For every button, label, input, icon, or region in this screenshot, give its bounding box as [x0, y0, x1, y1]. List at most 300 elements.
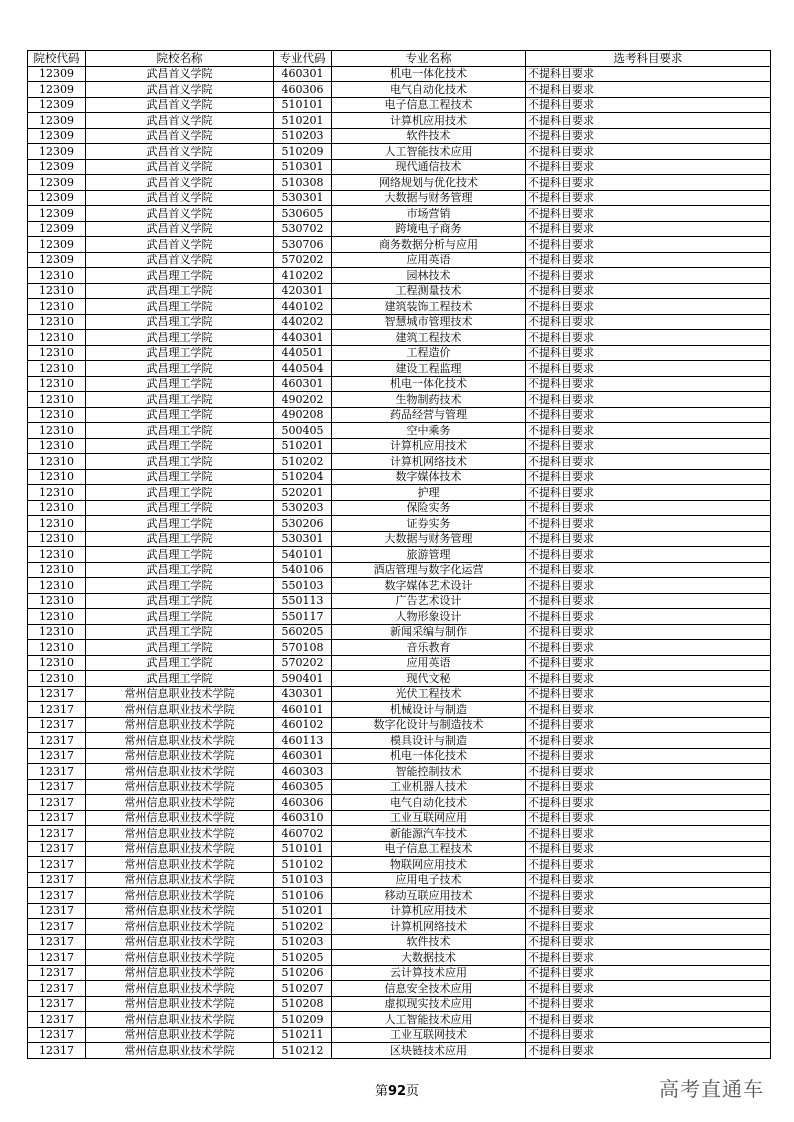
table-row	[28, 531, 771, 547]
cell-subject-requirement: 不提科目要求	[526, 516, 771, 532]
cell-major-code: 510308	[274, 175, 332, 191]
cell-subject-requirement: 不提科目要求	[526, 624, 771, 640]
cell-major-code: 530301	[274, 190, 332, 206]
cell-school-code: 12309	[28, 66, 86, 82]
cell-major-code: 460301	[274, 376, 332, 392]
cell-school-code: 12309	[28, 97, 86, 113]
table-row	[28, 221, 771, 237]
table-row	[28, 330, 771, 346]
cell-school-code: 12310	[28, 671, 86, 687]
cell-school-name: 常州信息职业技术学院	[86, 857, 274, 873]
cell-subject-requirement: 不提科目要求	[526, 872, 771, 888]
cell-school-name: 常州信息职业技术学院	[86, 1027, 274, 1043]
cell-major-code: 430301	[274, 686, 332, 702]
cell-major-code: 510212	[274, 1043, 332, 1059]
cell-school-name: 常州信息职业技术学院	[86, 981, 274, 997]
table-row	[28, 206, 771, 222]
cell-school-code: 12310	[28, 640, 86, 656]
table-row	[28, 903, 771, 919]
cell-school-code: 12317	[28, 934, 86, 950]
cell-school-name: 武昌理工学院	[86, 562, 274, 578]
cell-subject-requirement: 不提科目要求	[526, 593, 771, 609]
cell-school-code: 12317	[28, 826, 86, 842]
table-row	[28, 113, 771, 129]
cell-subject-requirement: 不提科目要求	[526, 175, 771, 191]
table-row	[28, 950, 771, 966]
cell-major-name: 大数据技术	[332, 950, 526, 966]
cell-major-code: 510301	[274, 159, 332, 175]
cell-major-code: 510202	[274, 454, 332, 470]
cell-major-name: 工业互联网应用	[332, 810, 526, 826]
cell-major-name: 数字媒体艺术设计	[332, 578, 526, 594]
cell-major-code: 570108	[274, 640, 332, 656]
cell-major-code: 500405	[274, 423, 332, 439]
cell-school-code: 12310	[28, 562, 86, 578]
cell-major-name: 大数据与财务管理	[332, 531, 526, 547]
cell-major-code: 460101	[274, 702, 332, 718]
cell-school-name: 武昌首义学院	[86, 237, 274, 253]
cell-school-code: 12310	[28, 593, 86, 609]
cell-school-code: 12317	[28, 919, 86, 935]
cell-subject-requirement: 不提科目要求	[526, 144, 771, 160]
cell-school-code: 12317	[28, 733, 86, 749]
cell-subject-requirement: 不提科目要求	[526, 299, 771, 315]
cell-major-code: 510205	[274, 950, 332, 966]
cell-school-code: 12309	[28, 221, 86, 237]
cell-major-code: 510101	[274, 841, 332, 857]
cell-subject-requirement: 不提科目要求	[526, 469, 771, 485]
cell-major-code: 440102	[274, 299, 332, 315]
table-row	[28, 345, 771, 361]
table-row	[28, 159, 771, 175]
cell-subject-requirement: 不提科目要求	[526, 190, 771, 206]
table-row	[28, 376, 771, 392]
cell-major-code: 510208	[274, 996, 332, 1012]
table-row	[28, 624, 771, 640]
cell-school-code: 12317	[28, 841, 86, 857]
cell-major-code: 570202	[274, 252, 332, 268]
cell-major-name: 新闻采编与制作	[332, 624, 526, 640]
cell-subject-requirement: 不提科目要求	[526, 903, 771, 919]
cell-major-code: 510101	[274, 97, 332, 113]
cell-school-name: 武昌理工学院	[86, 593, 274, 609]
cell-major-code: 550117	[274, 609, 332, 625]
cell-subject-requirement: 不提科目要求	[526, 686, 771, 702]
cell-major-code: 510207	[274, 981, 332, 997]
table-row	[28, 190, 771, 206]
cell-school-name: 常州信息职业技术学院	[86, 717, 274, 733]
cell-major-name: 电子信息工程技术	[332, 841, 526, 857]
cell-subject-requirement: 不提科目要求	[526, 562, 771, 578]
cell-school-code: 12309	[28, 252, 86, 268]
cell-major-name: 建筑工程技术	[332, 330, 526, 346]
cell-school-name: 武昌理工学院	[86, 283, 274, 299]
cell-school-code: 12310	[28, 345, 86, 361]
cell-major-code: 460306	[274, 82, 332, 98]
cell-subject-requirement: 不提科目要求	[526, 841, 771, 857]
table-row	[28, 810, 771, 826]
table-row	[28, 981, 771, 997]
cell-major-code: 420301	[274, 283, 332, 299]
cell-school-name: 武昌首义学院	[86, 206, 274, 222]
brand-label: 高考直通车	[659, 1077, 764, 1101]
cell-school-name: 常州信息职业技术学院	[86, 950, 274, 966]
cell-school-name: 常州信息职业技术学院	[86, 1043, 274, 1059]
table-row	[28, 361, 771, 377]
cell-major-name: 模具设计与制造	[332, 733, 526, 749]
cell-school-code: 12309	[28, 159, 86, 175]
cell-major-name: 机电一体化技术	[332, 376, 526, 392]
cell-major-code: 530203	[274, 500, 332, 516]
cell-school-code: 12317	[28, 795, 86, 811]
cell-major-name: 应用英语	[332, 655, 526, 671]
table-row	[28, 795, 771, 811]
cell-subject-requirement: 不提科目要求	[526, 857, 771, 873]
cell-school-name: 常州信息职业技术学院	[86, 686, 274, 702]
cell-subject-requirement: 不提科目要求	[526, 128, 771, 144]
cell-major-code: 510102	[274, 857, 332, 873]
cell-subject-requirement: 不提科目要求	[526, 268, 771, 284]
table-row	[28, 128, 771, 144]
table-header-row	[28, 51, 771, 67]
cell-major-name: 智能控制技术	[332, 764, 526, 780]
cell-school-code: 12309	[28, 175, 86, 191]
cell-school-name: 武昌首义学院	[86, 128, 274, 144]
table-row	[28, 609, 771, 625]
cell-major-code: 510201	[274, 903, 332, 919]
cell-school-code: 12317	[28, 950, 86, 966]
cell-subject-requirement: 不提科目要求	[526, 547, 771, 563]
cell-major-code: 460301	[274, 66, 332, 82]
cell-school-code: 12310	[28, 454, 86, 470]
cell-school-code: 12317	[28, 903, 86, 919]
cell-subject-requirement: 不提科目要求	[526, 640, 771, 656]
page-suffix: 页	[406, 1084, 420, 1099]
cell-subject-requirement: 不提科目要求	[526, 500, 771, 516]
cell-major-name: 人工智能技术应用	[332, 1012, 526, 1028]
table-row	[28, 965, 771, 981]
cell-school-code: 12317	[28, 702, 86, 718]
cell-school-name: 常州信息职业技术学院	[86, 903, 274, 919]
table-row	[28, 857, 771, 873]
cell-major-code: 560205	[274, 624, 332, 640]
cell-school-name: 武昌首义学院	[86, 144, 274, 160]
table-row	[28, 640, 771, 656]
cell-major-name: 空中乘务	[332, 423, 526, 439]
cell-major-name: 数字化设计与制造技术	[332, 717, 526, 733]
cell-major-name: 人物形象设计	[332, 609, 526, 625]
cell-school-name: 常州信息职业技术学院	[86, 810, 274, 826]
cell-school-name: 武昌首义学院	[86, 252, 274, 268]
cell-subject-requirement: 不提科目要求	[526, 423, 771, 439]
cell-major-code: 440501	[274, 345, 332, 361]
cell-major-name: 工业机器人技术	[332, 779, 526, 795]
cell-major-code: 460102	[274, 717, 332, 733]
table-row	[28, 1043, 771, 1059]
cell-subject-requirement: 不提科目要求	[526, 392, 771, 408]
cell-major-code: 460310	[274, 810, 332, 826]
cell-school-code: 12310	[28, 624, 86, 640]
cell-subject-requirement: 不提科目要求	[526, 252, 771, 268]
cell-school-name: 常州信息职业技术学院	[86, 888, 274, 904]
cell-school-name: 武昌理工学院	[86, 485, 274, 501]
cell-subject-requirement: 不提科目要求	[526, 221, 771, 237]
table-row	[28, 314, 771, 330]
cell-major-name: 电气自动化技术	[332, 82, 526, 98]
cell-school-code: 12317	[28, 1012, 86, 1028]
cell-subject-requirement: 不提科目要求	[526, 237, 771, 253]
cell-major-name: 计算机网络技术	[332, 919, 526, 935]
cell-subject-requirement: 不提科目要求	[526, 795, 771, 811]
cell-major-code: 530706	[274, 237, 332, 253]
cell-school-code: 12310	[28, 438, 86, 454]
cell-major-name: 网络规划与优化技术	[332, 175, 526, 191]
cell-subject-requirement: 不提科目要求	[526, 113, 771, 129]
cell-school-name: 常州信息职业技术学院	[86, 965, 274, 981]
cell-school-name: 武昌首义学院	[86, 175, 274, 191]
cell-subject-requirement: 不提科目要求	[526, 655, 771, 671]
cell-major-name: 建设工程监理	[332, 361, 526, 377]
cell-school-code: 12310	[28, 531, 86, 547]
cell-school-name: 武昌理工学院	[86, 407, 274, 423]
table-row	[28, 299, 771, 315]
cell-school-name: 武昌理工学院	[86, 531, 274, 547]
cell-major-code: 510106	[274, 888, 332, 904]
cell-school-code: 12310	[28, 314, 86, 330]
cell-school-code: 12317	[28, 872, 86, 888]
admission-table	[27, 50, 771, 1059]
cell-major-code: 520201	[274, 485, 332, 501]
cell-major-name: 区块链技术应用	[332, 1043, 526, 1059]
cell-school-name: 武昌理工学院	[86, 671, 274, 687]
cell-major-code: 510211	[274, 1027, 332, 1043]
cell-school-name: 武昌首义学院	[86, 97, 274, 113]
cell-school-name: 武昌理工学院	[86, 578, 274, 594]
cell-school-code: 12309	[28, 82, 86, 98]
table-row	[28, 82, 771, 98]
cell-major-code: 530702	[274, 221, 332, 237]
table-row	[28, 655, 771, 671]
cell-school-name: 常州信息职业技术学院	[86, 779, 274, 795]
table-row	[28, 237, 771, 253]
cell-school-code: 12309	[28, 237, 86, 253]
table-row	[28, 593, 771, 609]
cell-major-code: 540101	[274, 547, 332, 563]
cell-major-name: 大数据与财务管理	[332, 190, 526, 206]
cell-major-name: 新能源汽车技术	[332, 826, 526, 842]
cell-school-name: 常州信息职业技术学院	[86, 764, 274, 780]
table-row	[28, 748, 771, 764]
table-row	[28, 1012, 771, 1028]
table-row	[28, 252, 771, 268]
cell-major-name: 计算机应用技术	[332, 113, 526, 129]
cell-school-code: 12309	[28, 190, 86, 206]
cell-school-name: 武昌理工学院	[86, 624, 274, 640]
cell-school-code: 12317	[28, 764, 86, 780]
cell-school-code: 12309	[28, 128, 86, 144]
cell-major-code: 550103	[274, 578, 332, 594]
cell-school-code: 12310	[28, 500, 86, 516]
cell-major-name: 工程测量技术	[332, 283, 526, 299]
table-row	[28, 702, 771, 718]
table-row	[28, 872, 771, 888]
cell-major-name: 市场营销	[332, 206, 526, 222]
cell-school-name: 武昌首义学院	[86, 113, 274, 129]
header-school-name: 院校名称	[86, 51, 274, 67]
cell-major-name: 保险实务	[332, 500, 526, 516]
table-row	[28, 516, 771, 532]
cell-major-name: 商务数据分析与应用	[332, 237, 526, 253]
cell-major-code: 440301	[274, 330, 332, 346]
table-row	[28, 733, 771, 749]
cell-major-name: 现代文秘	[332, 671, 526, 687]
cell-subject-requirement: 不提科目要求	[526, 965, 771, 981]
cell-major-name: 酒店管理与数字化运营	[332, 562, 526, 578]
cell-school-name: 武昌理工学院	[86, 423, 274, 439]
cell-major-code: 490202	[274, 392, 332, 408]
cell-school-code: 12310	[28, 578, 86, 594]
table-row	[28, 562, 771, 578]
page-number-value: 92	[387, 1084, 407, 1099]
table-body	[28, 66, 771, 1058]
cell-subject-requirement: 不提科目要求	[526, 733, 771, 749]
cell-school-code: 12309	[28, 206, 86, 222]
cell-subject-requirement: 不提科目要求	[526, 702, 771, 718]
cell-school-name: 武昌理工学院	[86, 640, 274, 656]
cell-major-code: 460303	[274, 764, 332, 780]
cell-major-name: 应用英语	[332, 252, 526, 268]
cell-subject-requirement: 不提科目要求	[526, 981, 771, 997]
cell-major-code: 540106	[274, 562, 332, 578]
cell-school-name: 常州信息职业技术学院	[86, 934, 274, 950]
cell-school-name: 常州信息职业技术学院	[86, 996, 274, 1012]
cell-school-code: 12317	[28, 810, 86, 826]
cell-subject-requirement: 不提科目要求	[526, 578, 771, 594]
cell-school-code: 12317	[28, 996, 86, 1012]
cell-school-code: 12310	[28, 469, 86, 485]
cell-subject-requirement: 不提科目要求	[526, 283, 771, 299]
table-row	[28, 996, 771, 1012]
cell-subject-requirement: 不提科目要求	[526, 1012, 771, 1028]
cell-school-code: 12317	[28, 981, 86, 997]
cell-major-code: 510206	[274, 965, 332, 981]
cell-major-name: 护理	[332, 485, 526, 501]
table-row	[28, 469, 771, 485]
cell-subject-requirement: 不提科目要求	[526, 82, 771, 98]
cell-major-code: 510201	[274, 438, 332, 454]
cell-school-name: 武昌理工学院	[86, 655, 274, 671]
cell-major-code: 510204	[274, 469, 332, 485]
table-row	[28, 438, 771, 454]
cell-subject-requirement: 不提科目要求	[526, 826, 771, 842]
cell-subject-requirement: 不提科目要求	[526, 671, 771, 687]
cell-major-code: 440504	[274, 361, 332, 377]
cell-school-name: 武昌理工学院	[86, 516, 274, 532]
cell-major-name: 计算机应用技术	[332, 438, 526, 454]
header-subject-requirement: 选考科目要求	[526, 51, 771, 67]
cell-school-name: 武昌理工学院	[86, 454, 274, 470]
cell-major-name: 云计算技术应用	[332, 965, 526, 981]
cell-school-name: 常州信息职业技术学院	[86, 841, 274, 857]
cell-subject-requirement: 不提科目要求	[526, 485, 771, 501]
cell-school-name: 武昌首义学院	[86, 66, 274, 82]
cell-subject-requirement: 不提科目要求	[526, 748, 771, 764]
table-row	[28, 779, 771, 795]
cell-major-name: 光伏工程技术	[332, 686, 526, 702]
cell-school-code: 12310	[28, 485, 86, 501]
cell-school-name: 武昌理工学院	[86, 547, 274, 563]
cell-major-name: 证券实务	[332, 516, 526, 532]
cell-school-name: 常州信息职业技术学院	[86, 733, 274, 749]
cell-school-name: 武昌理工学院	[86, 469, 274, 485]
cell-school-name: 武昌首义学院	[86, 221, 274, 237]
cell-school-name: 武昌理工学院	[86, 438, 274, 454]
table-row	[28, 392, 771, 408]
cell-major-code: 510202	[274, 919, 332, 935]
table-row	[28, 407, 771, 423]
cell-school-name: 武昌理工学院	[86, 345, 274, 361]
page-prefix: 第	[374, 1084, 388, 1099]
cell-subject-requirement: 不提科目要求	[526, 159, 771, 175]
cell-major-name: 机电一体化技术	[332, 66, 526, 82]
cell-major-name: 跨境电子商务	[332, 221, 526, 237]
cell-school-code: 12310	[28, 516, 86, 532]
cell-subject-requirement: 不提科目要求	[526, 779, 771, 795]
cell-subject-requirement: 不提科目要求	[526, 1027, 771, 1043]
cell-school-code: 12310	[28, 361, 86, 377]
cell-major-name: 应用电子技术	[332, 872, 526, 888]
cell-school-name: 常州信息职业技术学院	[86, 795, 274, 811]
cell-subject-requirement: 不提科目要求	[526, 717, 771, 733]
cell-subject-requirement: 不提科目要求	[526, 888, 771, 904]
cell-school-code: 12310	[28, 423, 86, 439]
cell-school-code: 12317	[28, 1043, 86, 1059]
table-row	[28, 423, 771, 439]
cell-school-name: 武昌理工学院	[86, 330, 274, 346]
cell-subject-requirement: 不提科目要求	[526, 407, 771, 423]
cell-major-name: 药品经营与管理	[332, 407, 526, 423]
cell-major-name: 信息安全技术应用	[332, 981, 526, 997]
table-row	[28, 934, 771, 950]
table-row	[28, 283, 771, 299]
cell-subject-requirement: 不提科目要求	[526, 531, 771, 547]
table-row	[28, 66, 771, 82]
cell-subject-requirement: 不提科目要求	[526, 810, 771, 826]
cell-school-name: 常州信息职业技术学院	[86, 826, 274, 842]
cell-major-code: 510203	[274, 934, 332, 950]
cell-major-code: 570202	[274, 655, 332, 671]
cell-school-code: 12309	[28, 144, 86, 160]
cell-major-code: 460113	[274, 733, 332, 749]
cell-subject-requirement: 不提科目要求	[526, 996, 771, 1012]
header-major-code: 专业代码	[274, 51, 332, 67]
table-row	[28, 547, 771, 563]
cell-school-name: 武昌理工学院	[86, 609, 274, 625]
cell-major-code: 550113	[274, 593, 332, 609]
cell-school-name: 常州信息职业技术学院	[86, 702, 274, 718]
table-row	[28, 764, 771, 780]
cell-major-name: 机电一体化技术	[332, 748, 526, 764]
table-row	[28, 578, 771, 594]
cell-major-name: 软件技术	[332, 934, 526, 950]
cell-major-code: 460301	[274, 748, 332, 764]
cell-major-code: 510201	[274, 113, 332, 129]
cell-school-code: 12310	[28, 376, 86, 392]
cell-major-name: 虚拟现实技术应用	[332, 996, 526, 1012]
table-row	[28, 144, 771, 160]
table-row	[28, 485, 771, 501]
cell-school-code: 12310	[28, 655, 86, 671]
